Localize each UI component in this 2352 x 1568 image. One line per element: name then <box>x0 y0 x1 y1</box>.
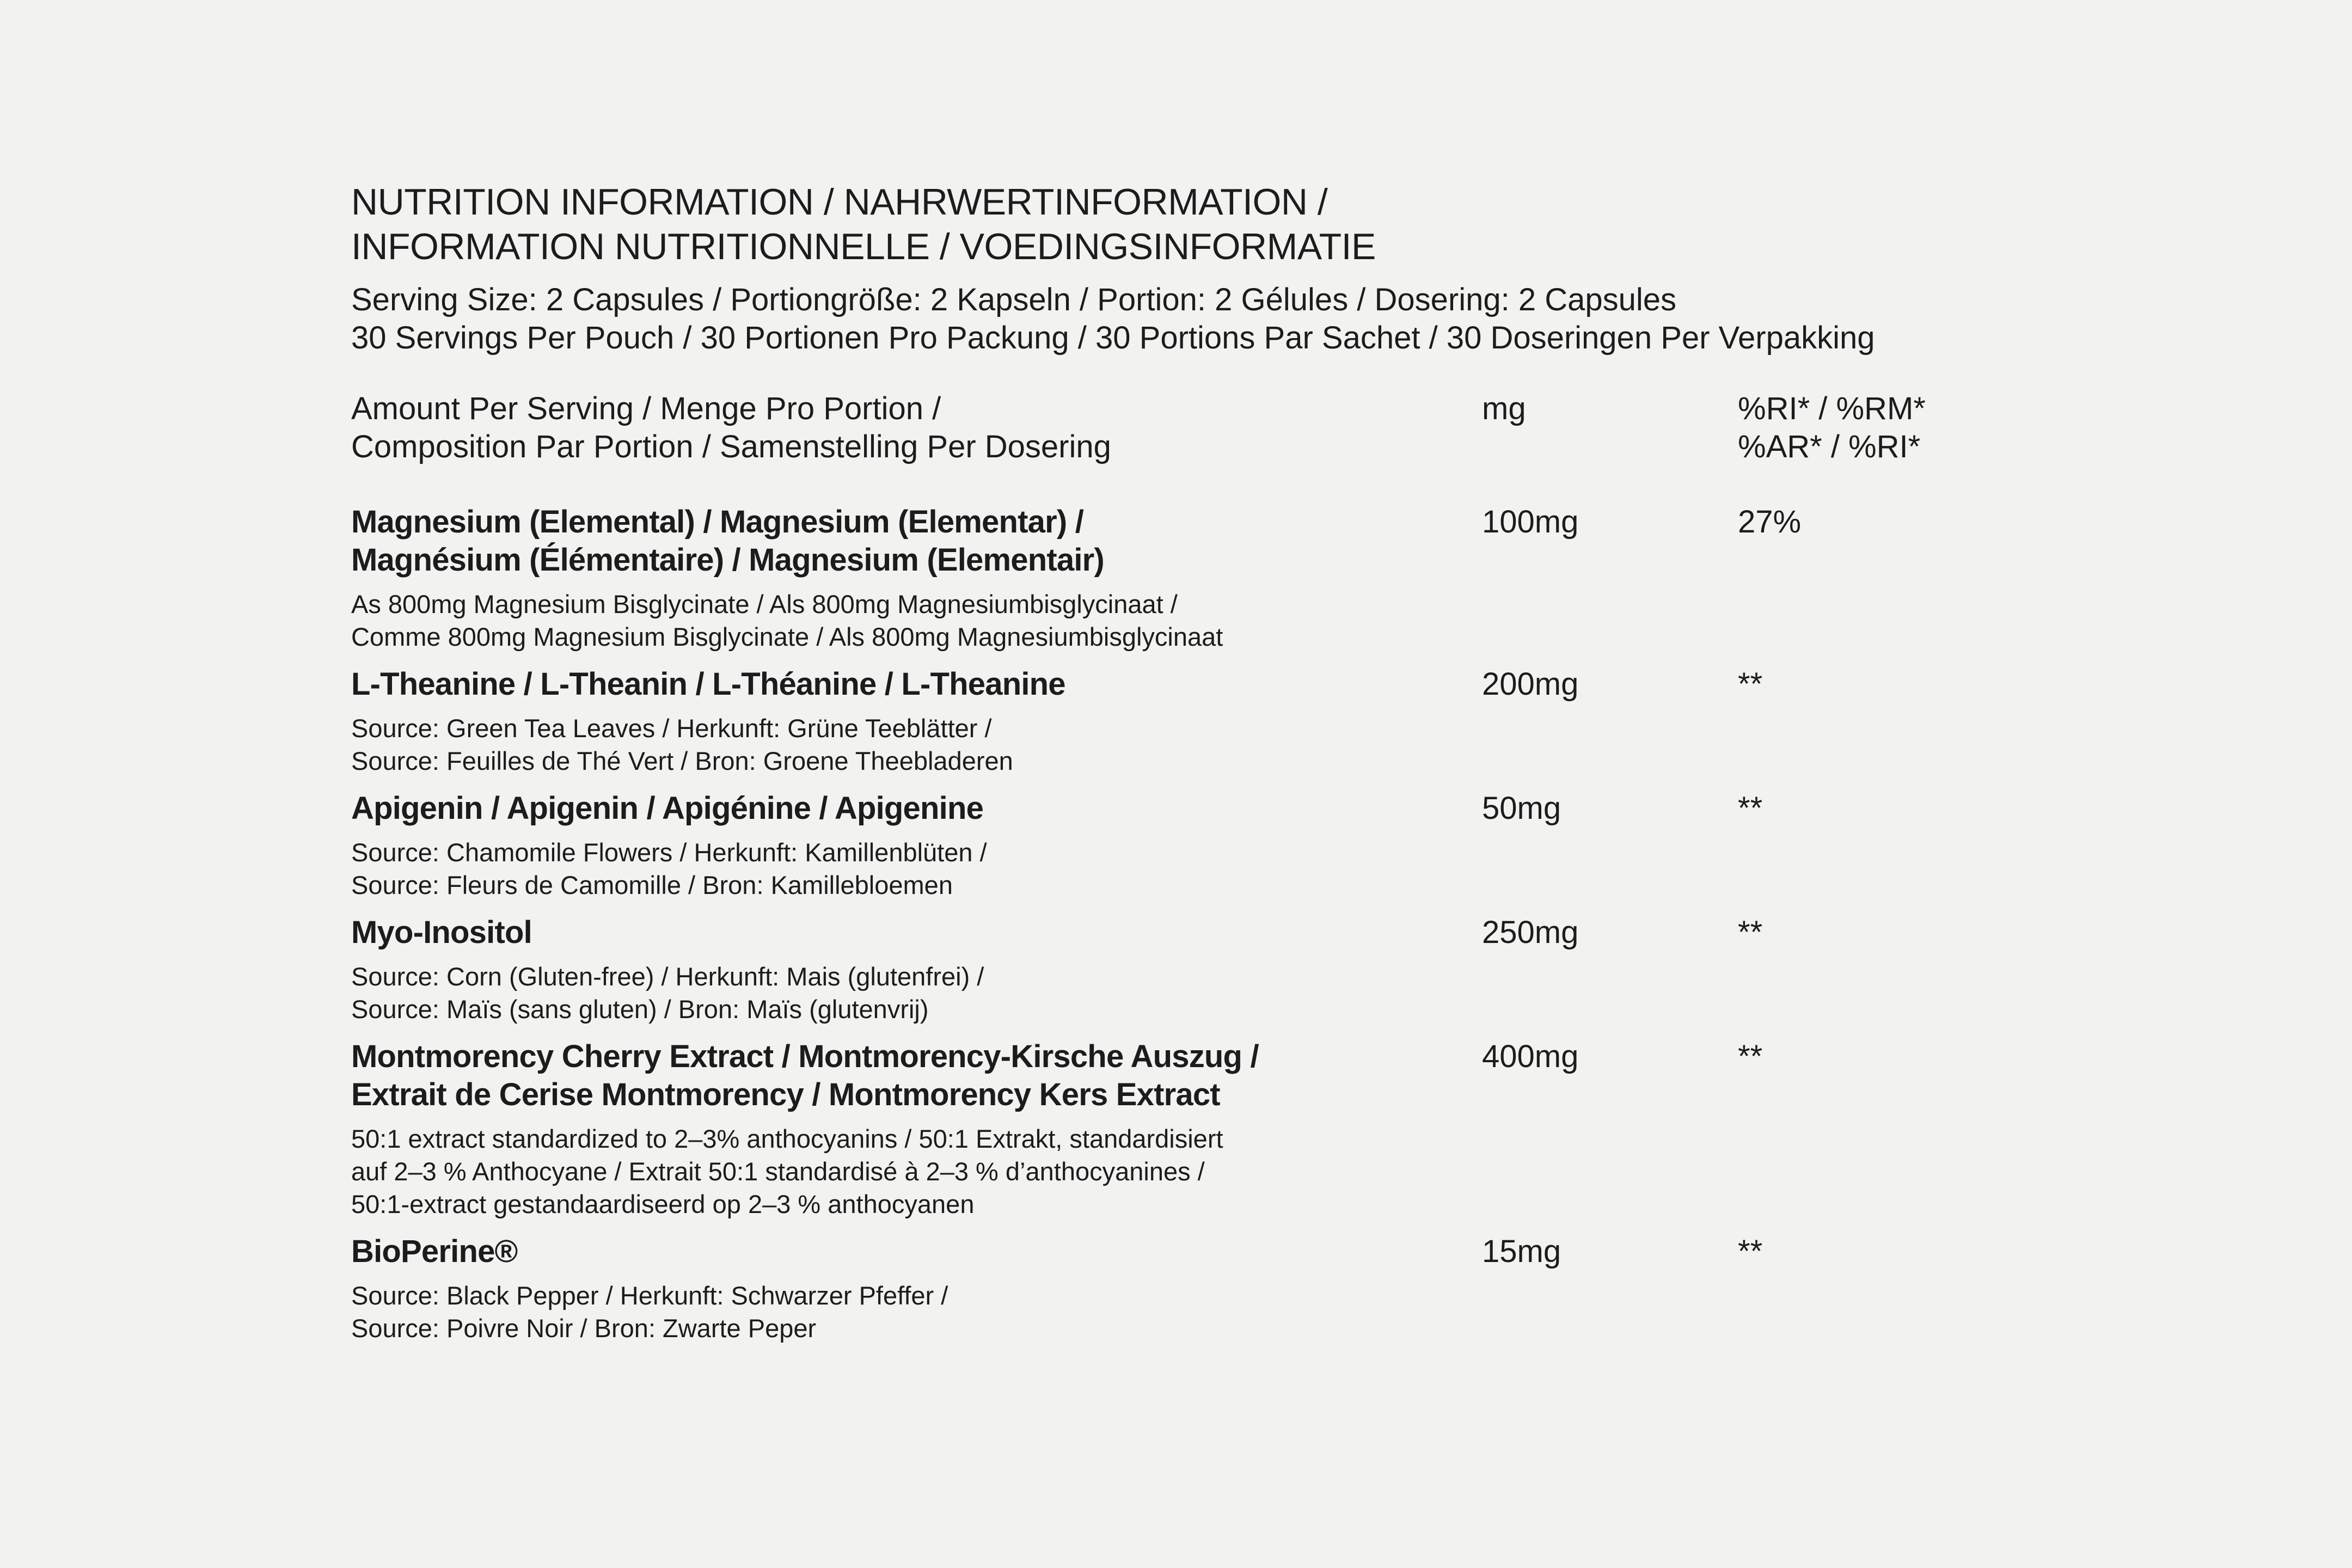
ingredient-note-line-2: Source: Fleurs de Camomille / Bron: Kamillebloemen <box>351 871 953 899</box>
table-row <box>351 1038 2148 1221</box>
ingredient-name-line-2: Extrait de Cerise Montmorency / Montmorency Kers Extract <box>351 1077 1220 1112</box>
ingredient-ri: ** <box>1738 915 1763 950</box>
ingredient-ri: ** <box>1738 1039 1763 1074</box>
nutrition-title <box>351 180 2148 269</box>
ingredient-name <box>351 789 2148 828</box>
ingredient-note-line-1: Source: Black Pepper / Herkunft: Schwarzer Pfeffer / <box>351 1281 948 1310</box>
ingredient-note-line-1: Source: Chamomile Flowers / Herkunft: Kamillenblüten / <box>351 838 987 867</box>
table-row <box>351 665 2148 777</box>
header-amount-line-2: Composition Par Portion / Samenstelling Per Dosering <box>351 429 1111 464</box>
ingredient-name-line-1: Montmorency Cherry Extract / Montmorency-Kirsche Auszug / <box>351 1039 1259 1074</box>
ingredient-note-line-2: Source: Poivre Noir / Bron: Zwarte Peper <box>351 1314 817 1343</box>
header-ri <box>1738 390 1926 466</box>
ingredient-note-line-2: Source: Maïs (sans gluten) / Bron: Maïs (glutenvrij) <box>351 995 929 1024</box>
ingredient-ri: ** <box>1738 666 1763 702</box>
ingredient-name-line-1: Myo-Inositol <box>351 915 532 950</box>
ingredient-name-line-1: Magnesium (Elemental) / Magnesium (Elementar) / <box>351 504 1084 540</box>
ingredient-note-line-1: 50:1 extract standardized to 2–3% anthocyanins / 50:1 Extrakt, standardisiert <box>351 1124 1223 1153</box>
ingredient-note-line-2: Comme 800mg Magnesium Bisglycinate / Als 800mg Magnesiumbisglycinaat <box>351 622 1223 651</box>
ingredient-name <box>351 503 2148 579</box>
ingredient-mg: 100mg <box>1482 504 1579 540</box>
title-line-2: INFORMATION NUTRITIONNELLE / VOEDINGSINFORMATIE <box>351 226 1376 267</box>
ingredient-ri: 27% <box>1738 504 1802 540</box>
table-row <box>351 914 2148 1026</box>
serving-size: Serving Size: 2 Capsules / Portiongröße: 2 Kapseln / Portion: 2 Gélules / Dosering: 2 Capsules <box>351 282 1677 317</box>
ingredient-mg: 200mg <box>1482 666 1579 702</box>
ingredient-note-line-1: As 800mg Magnesium Bisglycinate / Als 800mg Magnesiumbisglycinaat / <box>351 590 1178 618</box>
ingredient-note <box>351 588 2148 653</box>
header-ri-line-1: %RI* / %RM* <box>1738 391 1926 426</box>
ingredient-mg: 250mg <box>1482 915 1579 950</box>
ingredient-name-line-1: BioPerine® <box>351 1234 518 1269</box>
ingredient-mg: 400mg <box>1482 1039 1579 1074</box>
header-amount-line-1: Amount Per Serving / Menge Pro Portion / <box>351 391 941 426</box>
table-row <box>351 503 2148 653</box>
ingredient-name <box>351 1038 2148 1114</box>
ingredient-note <box>351 836 2148 902</box>
ingredient-note-line-2: auf 2–3 % Anthocyane / Extrait 50:1 standardisé à 2–3 % d’anthocyanines / <box>351 1157 1205 1186</box>
ingredient-name <box>351 1233 2148 1271</box>
ingredient-name <box>351 665 2148 703</box>
ingredient-name <box>351 914 2148 952</box>
ingredient-name-line-1: L-Theanine / L-Theanin / L-Théanine / L-Theanine <box>351 666 1065 702</box>
header-mg: mg <box>1482 391 1526 426</box>
ingredient-note <box>351 1279 2148 1345</box>
ingredient-mg: 15mg <box>1482 1234 1561 1269</box>
ingredient-note-line-3: 50:1-extract gestandaardiseerd op 2–3 % anthocyanen <box>351 1190 975 1218</box>
table-header <box>351 390 2148 466</box>
title-line-1: NUTRITION INFORMATION / NAHRWERTINFORMATION / <box>351 181 1328 223</box>
table-row <box>351 1233 2148 1345</box>
ingredient-note-line-1: Source: Corn (Gluten-free) / Herkunft: Mais (glutenfrei) / <box>351 962 984 991</box>
ingredient-mg: 50mg <box>1482 791 1561 826</box>
ingredient-note <box>351 1123 2148 1221</box>
ingredient-ri: ** <box>1738 1234 1763 1269</box>
nutrition-table <box>351 390 2148 1345</box>
nutrition-panel <box>351 180 2148 1345</box>
serving-info <box>351 281 2148 357</box>
ingredient-note <box>351 960 2148 1026</box>
ingredient-note-line-2: Source: Feuilles de Thé Vert / Bron: Groene Theebladeren <box>351 746 1013 775</box>
servings-per-pouch: 30 Servings Per Pouch / 30 Portionen Pro Packung / 30 Portions Par Sachet / 30 Doseringen Per Verpakking <box>351 320 1875 356</box>
ingredient-name-line-2: Magnésium (Élémentaire) / Magnesium (Elementair) <box>351 542 1104 578</box>
ingredient-note <box>351 712 2148 777</box>
header-ri-line-2: %AR* / %RI* <box>1738 429 1921 464</box>
ingredient-note-line-1: Source: Green Tea Leaves / Herkunft: Grüne Teeblätter / <box>351 714 992 743</box>
ingredient-ri: ** <box>1738 791 1763 826</box>
ingredient-name-line-1: Apigenin / Apigenin / Apigénine / Apigenine <box>351 791 984 826</box>
table-row <box>351 789 2148 902</box>
